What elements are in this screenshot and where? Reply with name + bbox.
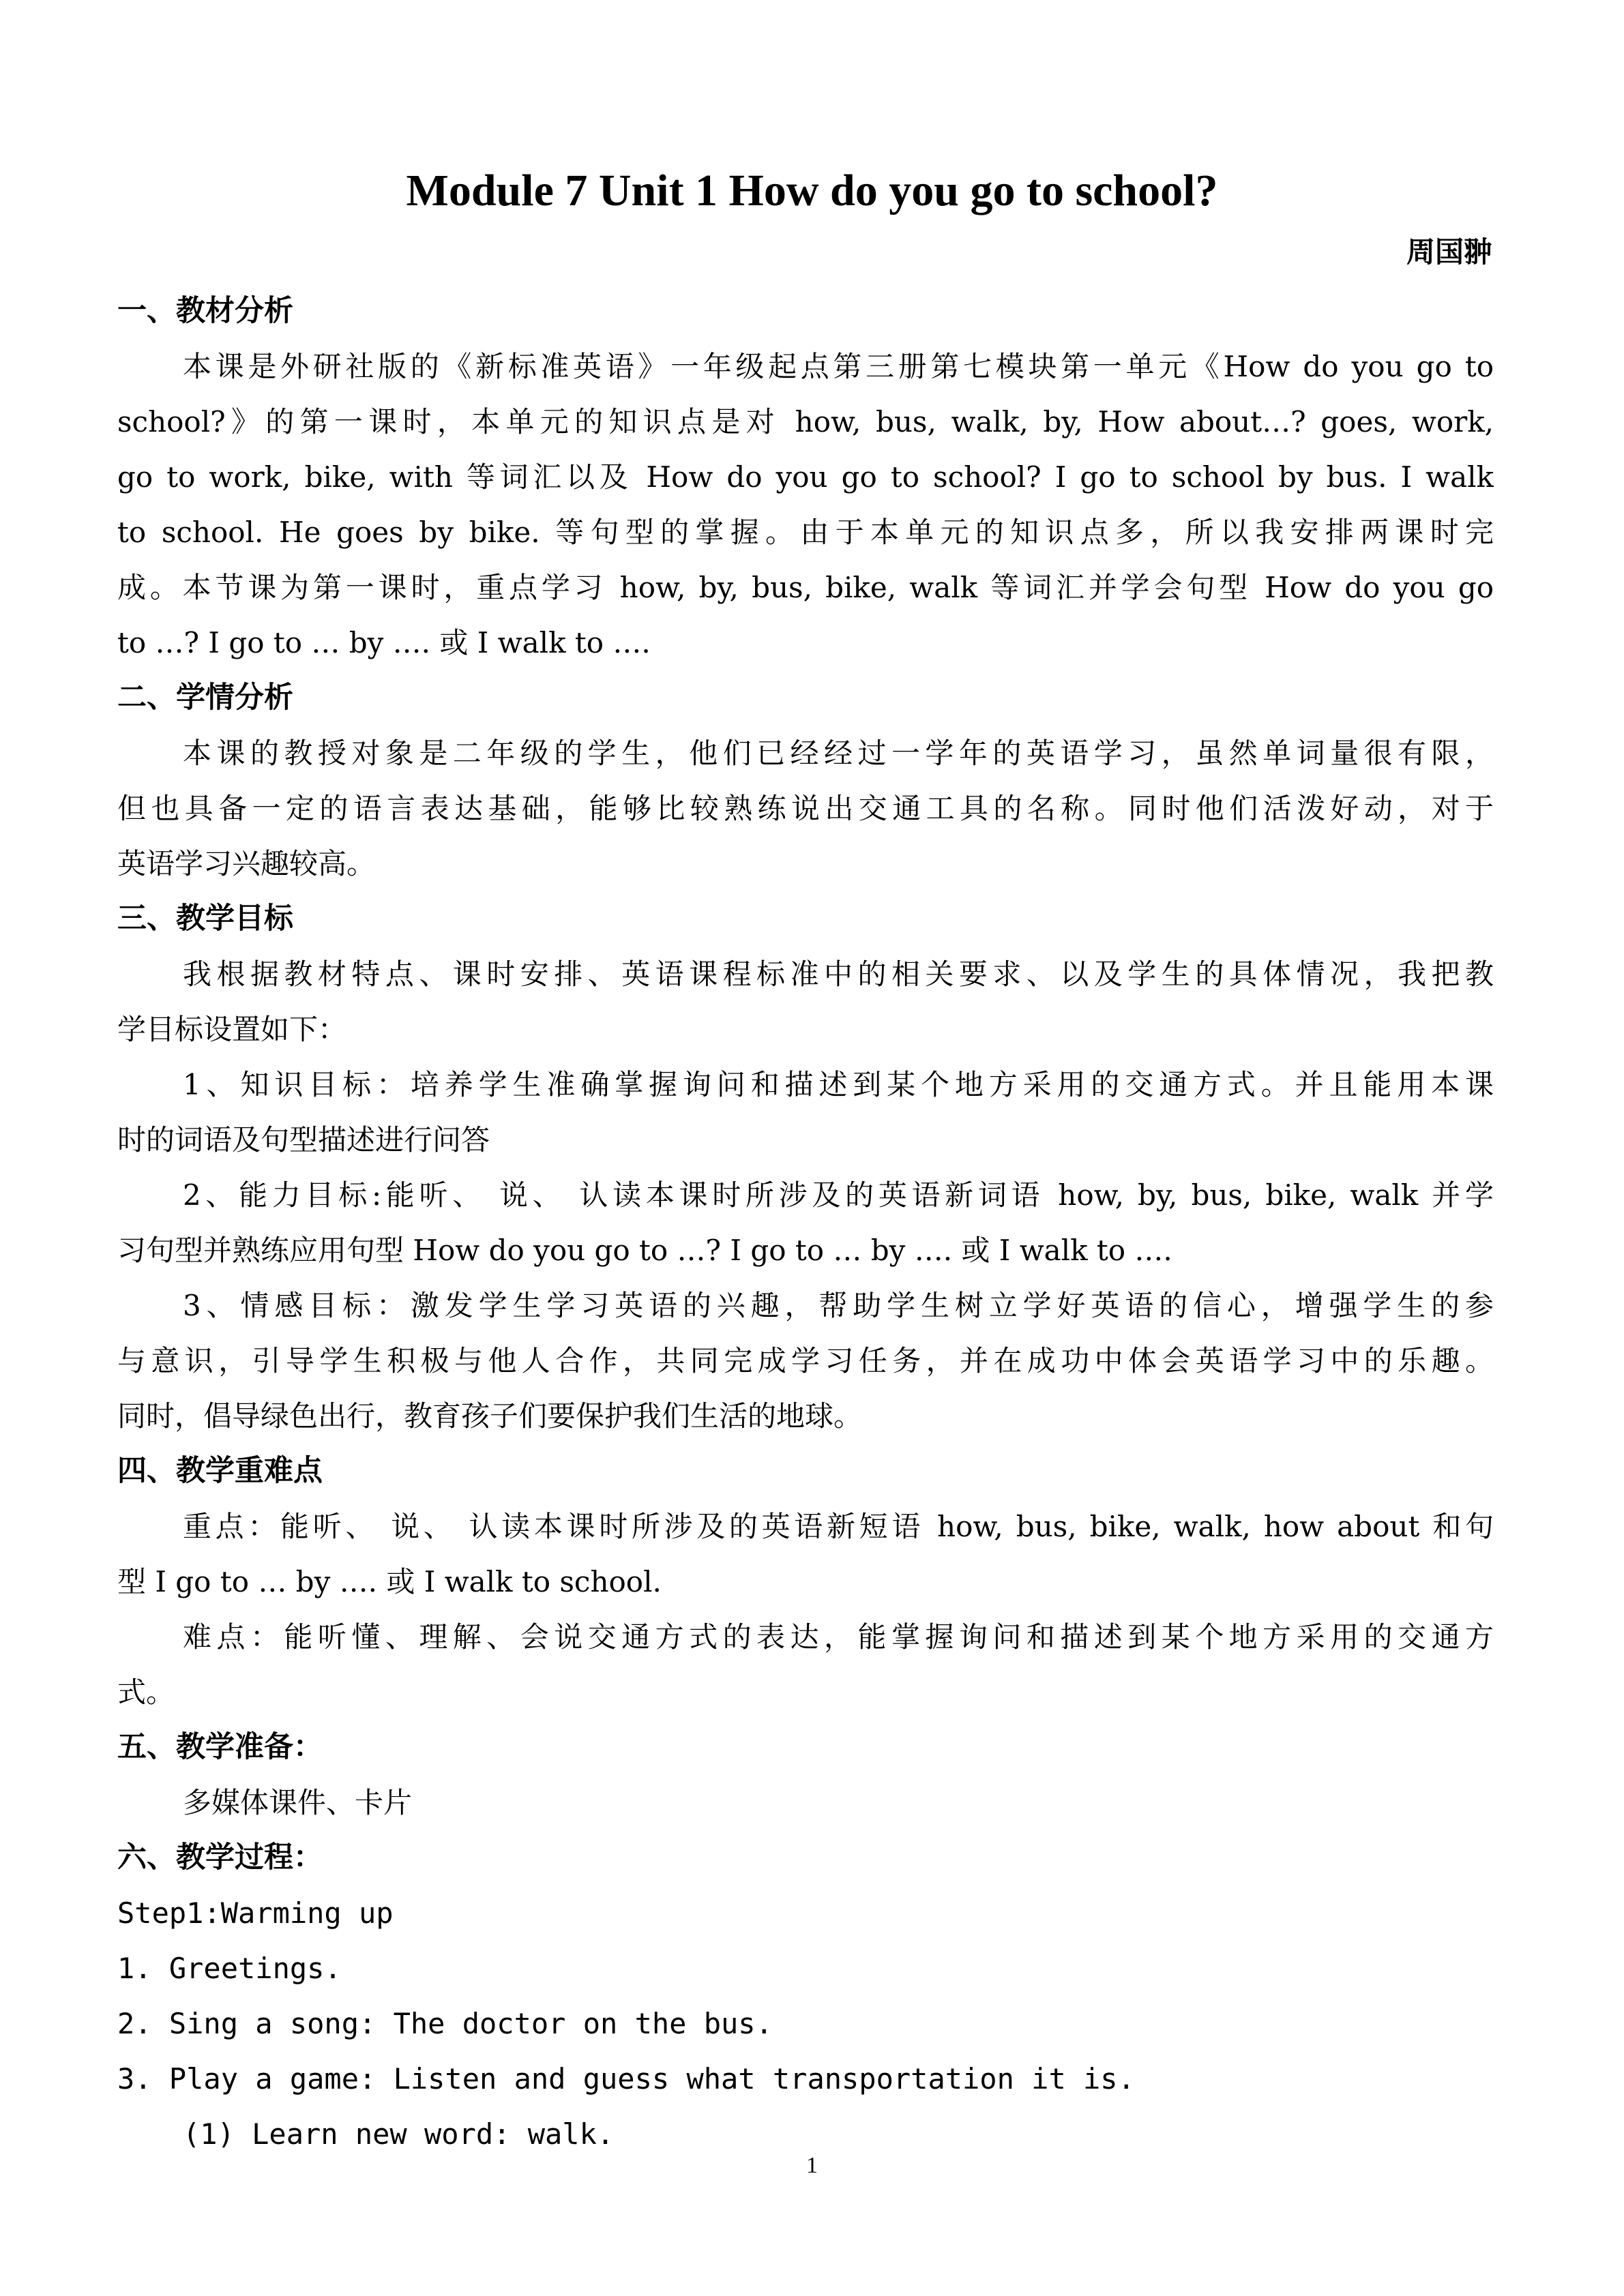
paragraph-line: 同时，倡导绿色出行，教育孩子们要保护我们生活的地球。 xyxy=(117,1399,863,1433)
paragraph-line: 学目标设置如下： xyxy=(117,1013,347,1046)
paragraph-line: 我根据教材特点、课时安排、英语课程标准中的相关要求、以及学生的具体情况，我把教 xyxy=(183,957,1494,991)
paragraph-line: 与意识，引导学生积极与他人合作，共同完成学习任务，并在成功中体会英语学习中的乐趣。 xyxy=(117,1344,1494,1377)
list-item: (1) Learn new word: walk. xyxy=(183,2117,615,2151)
paragraph-line: 但也具备一定的语言表达基础，能够比较熟练说出交通工具的名称。同时他们活泼好动，对于 xyxy=(117,792,1494,825)
paragraph-line: go to work, bike, with 等词汇以及 How do you go to school? I go to school by bus. I walk xyxy=(117,460,1494,494)
document-body xyxy=(117,284,1494,2162)
paragraph-line: 型 I go to … by …. 或 I walk to school. xyxy=(117,1565,662,1598)
section-heading-preparation: 五、教学准备： xyxy=(117,1730,323,1764)
paragraph-line: to …? I go to … by …. 或 I walk to …. xyxy=(117,626,651,659)
paragraph-line: 难点：能听懂、理解、会说交通方式的表达，能掌握询问和描述到某个地方采用的交通方 xyxy=(183,1620,1494,1654)
paragraph-line: 本课是外研社版的《新标准英语》一年级起点第三册第七模块第一单元《How do you go to xyxy=(183,350,1494,383)
step-heading: Step1:Warming up xyxy=(117,1896,394,1930)
list-item: 1. Greetings. xyxy=(117,1952,342,1985)
paragraph-line: 本课的教授对象是二年级的学生，他们已经经过一学年的英语学习，虽然单词量很有限， xyxy=(183,736,1494,770)
section-heading-textbook-analysis: 一、教材分析 xyxy=(117,294,293,328)
section-heading-teaching-objectives: 三、教学目标 xyxy=(117,901,293,936)
paragraph-line: 成。本节课为第一课时，重点学习 how, by, bus, bike, walk 等词汇并学会句型 How do you go xyxy=(117,571,1494,604)
paragraph-line: school?》的第一课时，本单元的知识点是对 how, bus, walk, by, How about…? goes, work, xyxy=(117,405,1494,438)
section-heading-key-points: 四、教学重难点 xyxy=(117,1454,323,1488)
paragraph-line: 式。 xyxy=(117,1675,175,1709)
list-item: 3. Play a game: Listen and guess what transportation it is. xyxy=(117,2062,1135,2096)
paragraph-line: 3、情感目标：激发学生学习英语的兴趣，帮助学生树立学好英语的信心，增强学生的参 xyxy=(183,1289,1494,1322)
section-heading-teaching-process: 六、教学过程： xyxy=(117,1840,323,1875)
paragraph-line: to school. He goes by bike. 等句型的掌握。由于本单元的知识点多，所以我安排两课时完 xyxy=(117,516,1494,549)
paragraph-line: 2、能力目标:能听、 说、 认读本课时所涉及的英语新词语 how, by, bus, bike, walk 并学 xyxy=(183,1178,1494,1212)
page-number: 1 xyxy=(806,2153,818,2178)
paragraph-line: 时的词语及句型描述进行问答 xyxy=(117,1123,490,1157)
document-title: Module 7 Unit 1 How do you go to school? xyxy=(406,166,1218,215)
paragraph-line: 习句型并熟练应用句型 How do you go to …? I go to … by …. 或 I walk to …. xyxy=(117,1234,1172,1267)
paragraph-line: 英语学习兴趣较高。 xyxy=(117,847,376,880)
list-item: 2. Sing a song: The doctor on the bus. xyxy=(117,2007,773,2040)
paragraph-line: 多媒体课件、卡片 xyxy=(183,1786,413,1819)
paragraph-line: 1、知识目标：培养学生准确掌握询问和描述到某个地方采用的交通方式。并且能用本课 xyxy=(183,1068,1494,1101)
paragraph-line: 重点：能听、 说、 认读本课时所涉及的英语新短语 how, bus, bike, walk, how about 和句 xyxy=(183,1510,1494,1543)
section-heading-student-analysis: 二、学情分析 xyxy=(117,681,293,715)
document-author: 周国翀 xyxy=(1406,235,1492,269)
